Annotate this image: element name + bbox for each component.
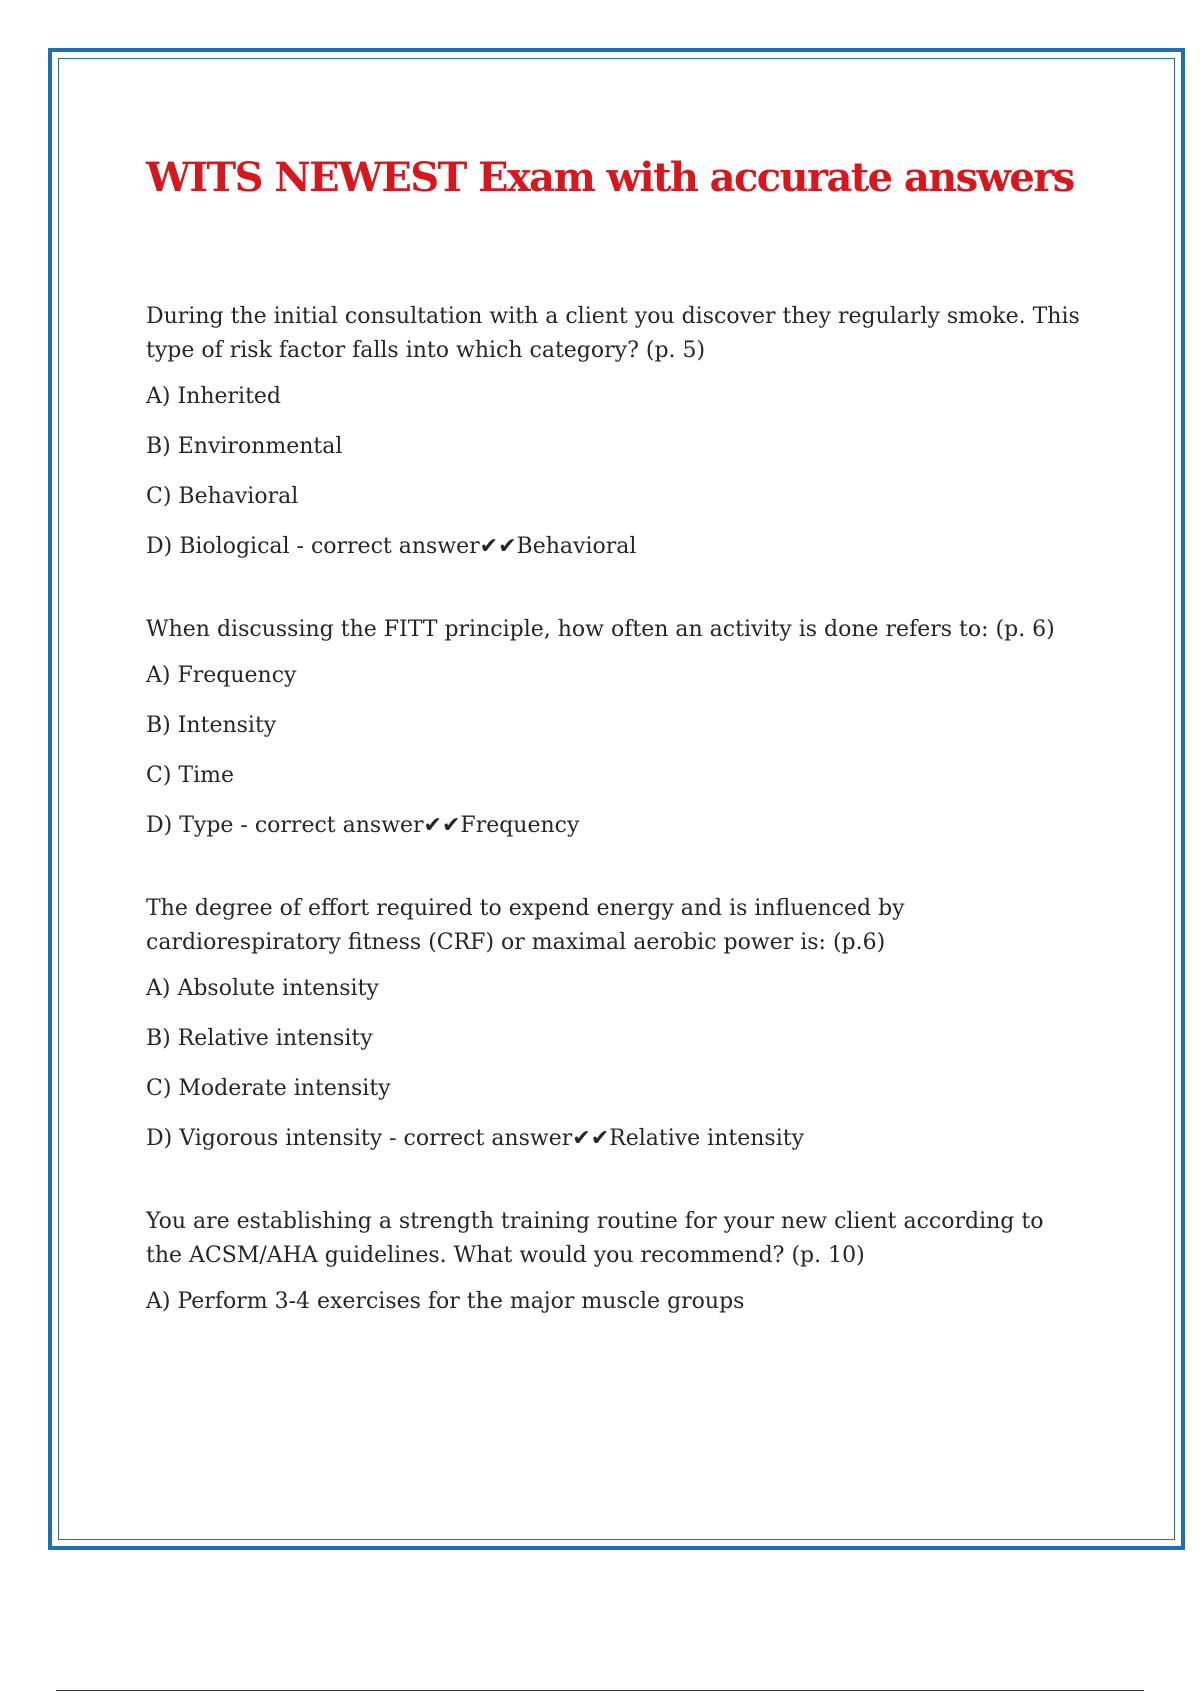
answer-option: B) Environmental — [146, 434, 343, 459]
answer-option: B) Intensity — [146, 713, 277, 738]
question-text: You are establishing a strength training routine for your new client according to the ACSM/AHA guidelines. What would you recommend? (p. 10) — [146, 1209, 1044, 1268]
answer-option: C) Behavioral — [146, 484, 299, 509]
document-title: WITS NEWEST Exam with accurate answers — [146, 154, 1074, 201]
question-1 — [146, 300, 1086, 564]
answer-option: C) Moderate intensity — [146, 1076, 391, 1101]
question-list — [146, 300, 1086, 1319]
answer-option: C) Time — [146, 763, 234, 788]
answer-option: B) Relative intensity — [146, 1026, 373, 1051]
answer-option-with-correct-answer: D) Type - correct answer✔✔Frequency — [146, 813, 580, 838]
question-3 — [146, 892, 1086, 1156]
question-text: The degree of effort required to expend energy and is influenced by cardiorespiratory fitness (CRF) or maximal aerobic power is: (p.6) — [146, 896, 905, 955]
answer-option-with-correct-answer: D) Biological - correct answer✔✔Behavioral — [146, 534, 637, 559]
question-2 — [146, 613, 1086, 843]
question-text: During the initial consultation with a client you discover they regularly smoke. This type of risk factor falls into which category? (p. 5) — [146, 304, 1080, 363]
footer-divider — [56, 1690, 1144, 1691]
question-4 — [146, 1205, 1086, 1319]
answer-option: A) Perform 3-4 exercises for the major muscle groups — [146, 1289, 745, 1314]
answer-option: A) Absolute intensity — [146, 976, 379, 1001]
document-content — [146, 150, 1086, 1368]
answer-option-with-correct-answer: D) Vigorous intensity - correct answer✔✔Relative intensity — [146, 1126, 805, 1151]
question-text: When discussing the FITT principle, how often an activity is done refers to: (p. 6) — [146, 617, 1055, 642]
answer-option: A) Frequency — [146, 663, 297, 688]
answer-option: A) Inherited — [146, 384, 282, 409]
